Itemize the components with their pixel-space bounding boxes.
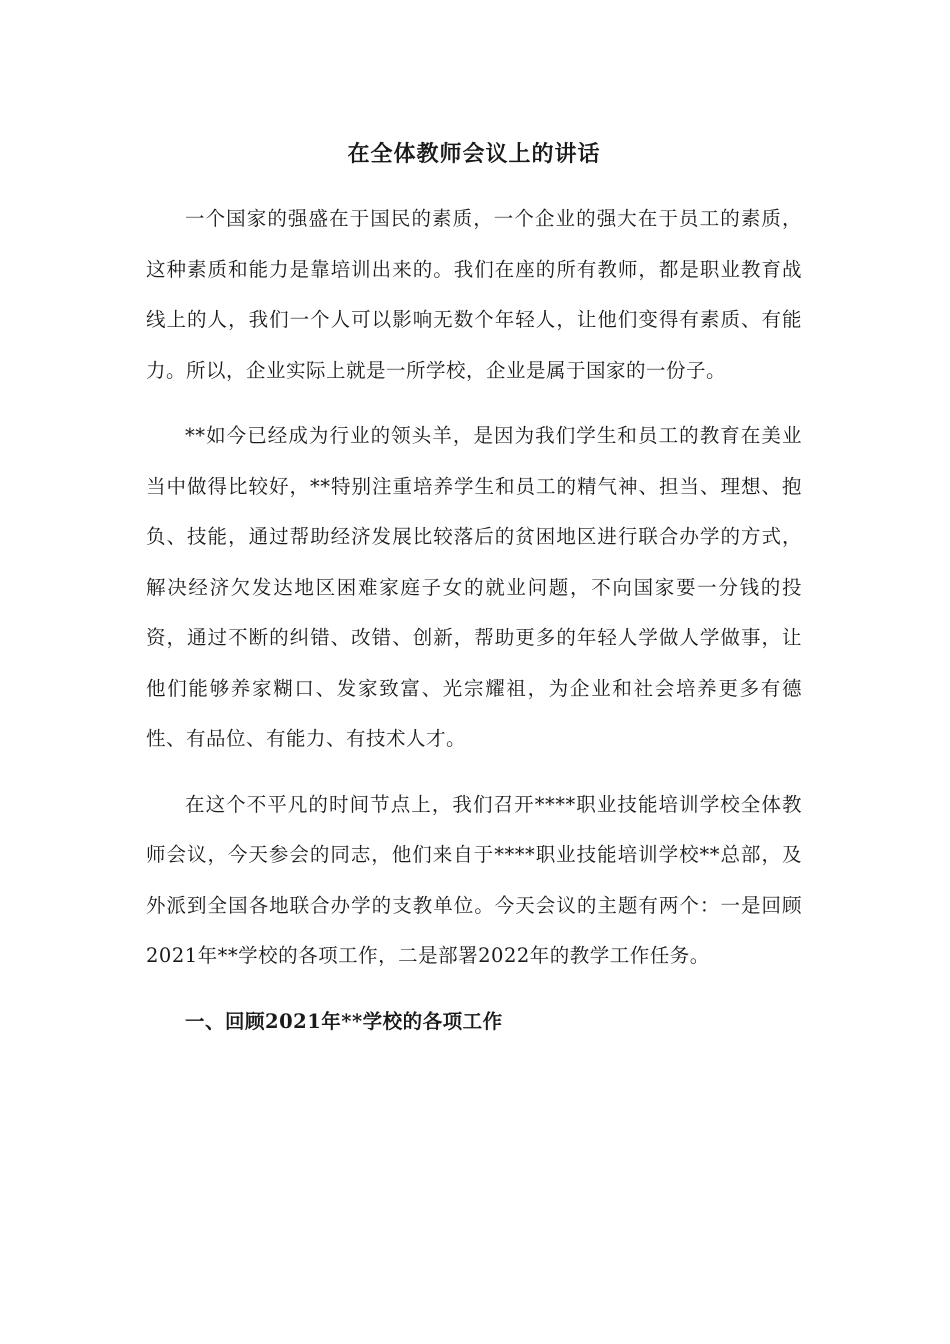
document-page [146,134,802,1047]
document-title: 在全体教师会议上的讲话 [347,141,601,167]
paragraph-industry-leader: **如今已经成为行业的领头羊，是因为我们学生和员工的教育在美业当中做得比较好，**特别注重培养学生和员工的精气神、担当、理想、抱负、技能，通过帮助经济发展比较落后的贫困地区进行联合办学的方式，解决经济欠发达地区困难家庭子女的就业问题，不向国家要一分钱的投资，通过不断的纠错、改错、创新，帮助更多的年轻人学做人学做事，让他们能够养家糊口、发家致富、光宗耀祖，为企业和社会培养更多有德性、有品位、有能力、有技术人才。 [146,424,802,750]
paragraph-intro: 一个国家的强盛在于国民的素质，一个企业的强大在于员工的素质，这种素质和能力是靠培训出来的。我们在座的所有教师，都是职业教育战线上的人，我们一个人可以影响无数个年轻人，让他们变得有素质、有能力。所以，企业实际上就是一所学校，企业是属于国家的一份子。 [146,207,802,382]
paragraph-meeting-purpose: 在这个不平凡的时间节点上，我们召开****职业技能培训学校全体教师会议，今天参会的同志，他们来自于****职业技能培训学校**总部，及外派到全国各地联合办学的支教单位。今天会议的主题有两个：一是回顾2021年**学校的各项工作，二是部署2022年的教学工作任务。 [146,792,802,967]
section-heading-review: 一、回顾2021年**学校的各项工作 [185,1009,503,1033]
